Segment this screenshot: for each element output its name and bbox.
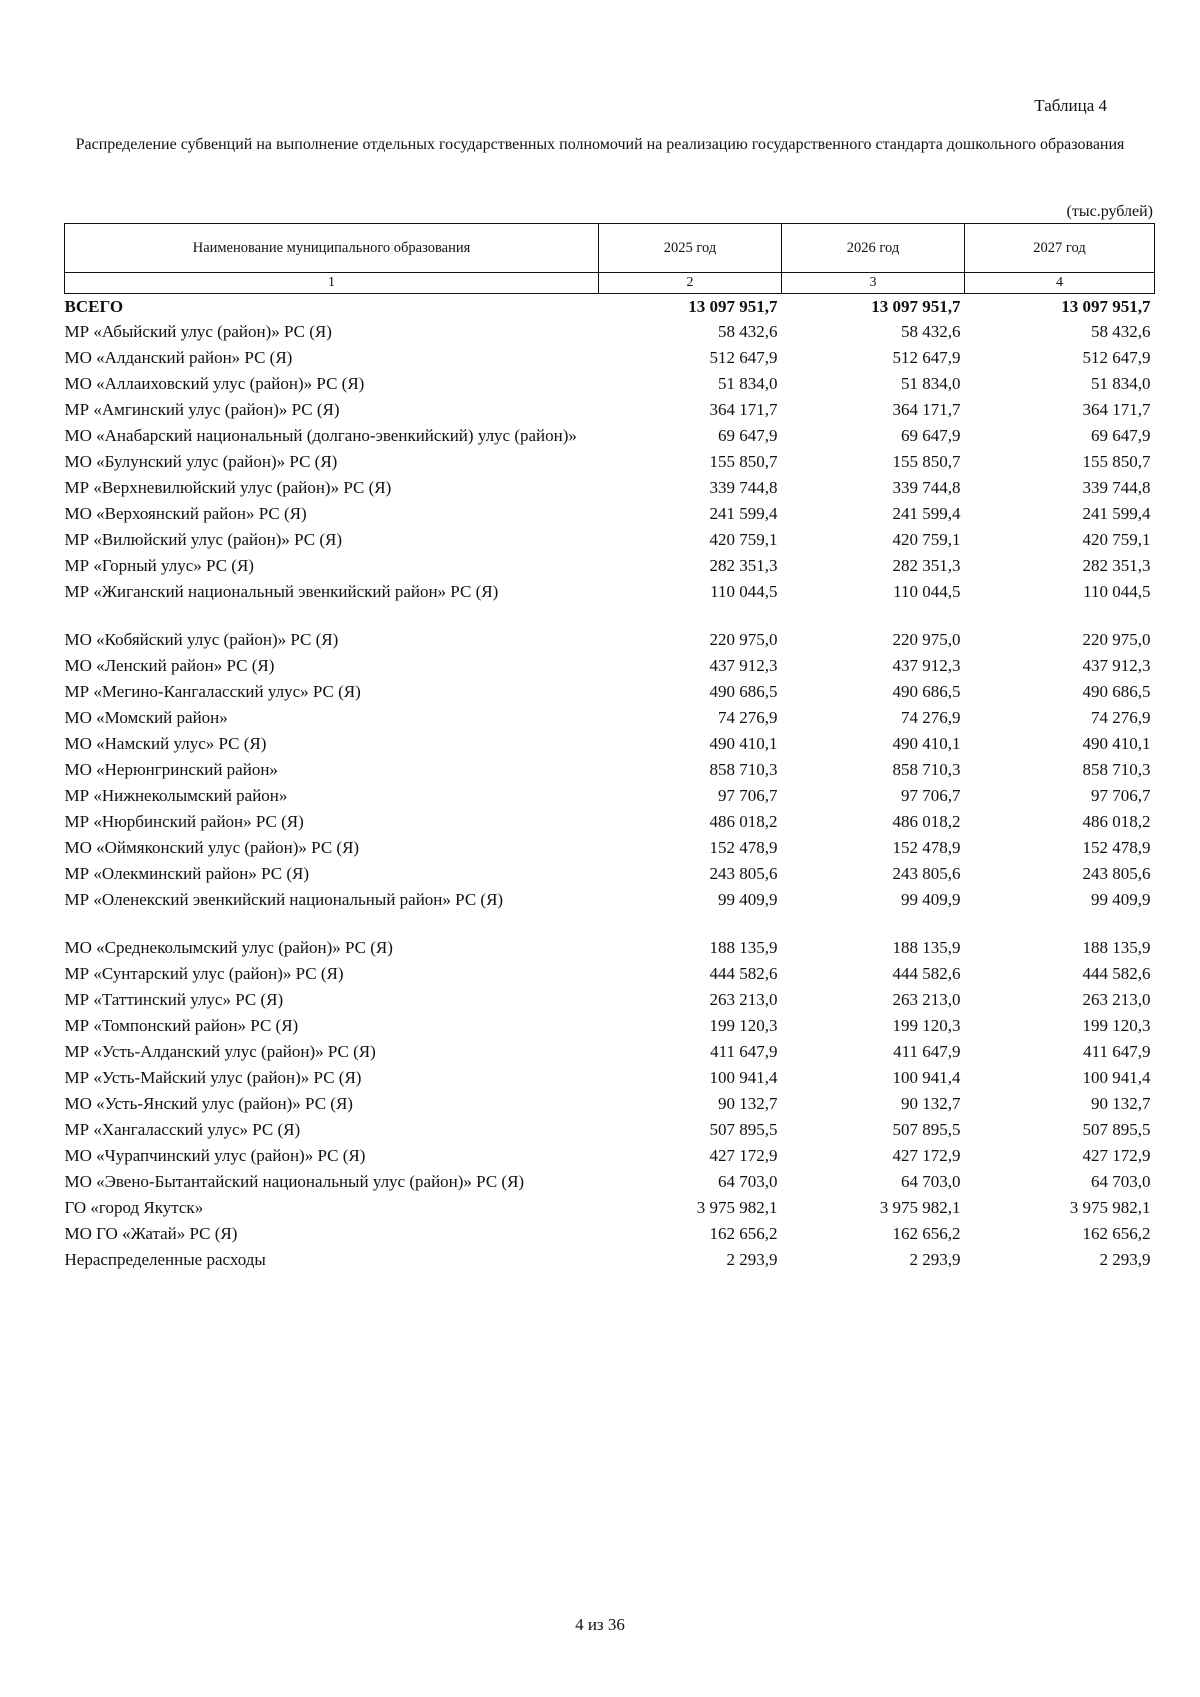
table-number: Таблица 4 bbox=[1034, 96, 1107, 115]
row-value-2026: 263 213,0 bbox=[892, 990, 961, 1009]
row-name: ГО «город Якутск» bbox=[64, 1198, 204, 1217]
row-value-2026: 486 018,2 bbox=[892, 812, 961, 831]
subvention-table bbox=[64, 223, 1155, 1273]
row-value-2026: 411 647,9 bbox=[893, 1042, 961, 1061]
row-value-2025: 263 213,0 bbox=[709, 990, 778, 1009]
row-value-2025: 99 409,9 bbox=[718, 890, 778, 909]
row-name: МО «Алданский район» РС (Я) bbox=[64, 348, 293, 367]
row-value-2027: 100 941,4 bbox=[1082, 1068, 1151, 1087]
row-value-2025: 486 018,2 bbox=[709, 812, 778, 831]
row-value-2025: 427 172,9 bbox=[709, 1146, 778, 1165]
row-value-2027: 427 172,9 bbox=[1082, 1146, 1151, 1165]
total-2026: 13 097 951,7 bbox=[871, 297, 961, 316]
header-row bbox=[65, 224, 1155, 273]
row-name: МО «Намский улус» РС (Я) bbox=[64, 734, 267, 753]
row-value-2026: 3 975 982,1 bbox=[879, 1198, 961, 1217]
row-value-2027: 188 135,9 bbox=[1082, 938, 1151, 957]
row-name: МР «Нижнеколымский район» bbox=[64, 786, 288, 805]
row-name: МР «Томпонский район» РС (Я) bbox=[64, 1016, 299, 1035]
row-value-2027: 490 686,5 bbox=[1082, 682, 1151, 701]
row-spacer bbox=[65, 605, 1155, 627]
row-value-2026: 490 686,5 bbox=[892, 682, 961, 701]
row-name: Нераспределенные расходы bbox=[64, 1250, 266, 1269]
row-value-2027: 444 582,6 bbox=[1082, 964, 1151, 983]
row-name: МР «Усть-Алданский улус (район)» РС (Я) bbox=[64, 1042, 376, 1061]
column-number: 1 bbox=[65, 273, 599, 294]
row-value-2026: 155 850,7 bbox=[892, 452, 961, 471]
row-value-2026: 243 805,6 bbox=[892, 864, 961, 883]
row-value-2026: 282 351,3 bbox=[892, 556, 961, 575]
table-row bbox=[65, 679, 1155, 705]
row-value-2027: 97 706,7 bbox=[1091, 786, 1151, 805]
row-value-2025: 58 432,6 bbox=[718, 322, 778, 341]
row-value-2025: 3 975 982,1 bbox=[696, 1198, 778, 1217]
row-value-2025: 444 582,6 bbox=[709, 964, 778, 983]
row-value-2026: 110 044,5 bbox=[893, 582, 961, 601]
table-row bbox=[65, 579, 1155, 605]
row-value-2025: 364 171,7 bbox=[709, 400, 778, 419]
row-value-2027: 152 478,9 bbox=[1082, 838, 1151, 857]
row-value-2027: 3 975 982,1 bbox=[1069, 1198, 1151, 1217]
row-value-2025: 420 759,1 bbox=[709, 530, 778, 549]
row-value-2027: 58 432,6 bbox=[1091, 322, 1151, 341]
row-value-2027: 64 703,0 bbox=[1091, 1172, 1151, 1191]
table-row bbox=[65, 627, 1155, 653]
row-name: МР «Оленекский эвенкийский национальный район» РС (Я) bbox=[64, 890, 504, 909]
column-number: 4 bbox=[965, 273, 1155, 294]
row-value-2027: 51 834,0 bbox=[1091, 374, 1151, 393]
row-value-2027: 199 120,3 bbox=[1082, 1016, 1151, 1035]
row-value-2026: 69 647,9 bbox=[901, 426, 961, 445]
row-value-2025: 199 120,3 bbox=[709, 1016, 778, 1035]
row-name: МО «Верхоянский район» РС (Я) bbox=[64, 504, 307, 523]
row-value-2026: 51 834,0 bbox=[901, 374, 961, 393]
table-row bbox=[65, 371, 1155, 397]
row-value-2027: 69 647,9 bbox=[1091, 426, 1151, 445]
row-value-2027: 241 599,4 bbox=[1082, 504, 1151, 523]
row-value-2027: 162 656,2 bbox=[1082, 1224, 1151, 1243]
table-row bbox=[65, 1013, 1155, 1039]
row-name: МО «Нерюнгринский район» bbox=[64, 760, 278, 779]
table-row bbox=[65, 757, 1155, 783]
row-name: МО «Оймяконский улус (район)» РС (Я) bbox=[64, 838, 360, 857]
row-name: МР «Нюрбинский район» РС (Я) bbox=[64, 812, 304, 831]
table-row bbox=[65, 705, 1155, 731]
row-value-2026: 100 941,4 bbox=[892, 1068, 961, 1087]
total-2027: 13 097 951,7 bbox=[1061, 297, 1151, 316]
row-name: МО «Анабарский национальный (долгано-эвенкийский) улус (район)» bbox=[64, 426, 577, 445]
row-value-2027: 512 647,9 bbox=[1082, 348, 1151, 367]
row-value-2025: 110 044,5 bbox=[710, 582, 778, 601]
row-value-2025: 512 647,9 bbox=[709, 348, 778, 367]
row-value-2026: 364 171,7 bbox=[892, 400, 961, 419]
row-value-2026: 420 759,1 bbox=[892, 530, 961, 549]
table-row bbox=[65, 1039, 1155, 1065]
row-value-2027: 90 132,7 bbox=[1091, 1094, 1151, 1113]
row-value-2025: 64 703,0 bbox=[718, 1172, 778, 1191]
row-value-2026: 490 410,1 bbox=[892, 734, 961, 753]
row-name: МО «Усть-Янский улус (район)» РС (Я) bbox=[64, 1094, 353, 1113]
row-value-2026: 74 276,9 bbox=[901, 708, 961, 727]
row-value-2027: 411 647,9 bbox=[1083, 1042, 1151, 1061]
row-value-2026: 437 912,3 bbox=[892, 656, 961, 675]
row-name: МР «Олекминский район» РС (Я) bbox=[64, 864, 309, 883]
row-name: МР «Усть-Майский улус (район)» РС (Я) bbox=[64, 1068, 362, 1087]
total-label: ВСЕГО bbox=[64, 297, 124, 316]
row-name: МР «Мегино-Кангаласский улус» РС (Я) bbox=[64, 682, 361, 701]
table-row bbox=[65, 731, 1155, 757]
row-value-2026: 188 135,9 bbox=[892, 938, 961, 957]
row-value-2026: 90 132,7 bbox=[901, 1094, 961, 1113]
table-row bbox=[65, 345, 1155, 371]
row-value-2025: 188 135,9 bbox=[709, 938, 778, 957]
table-row bbox=[65, 527, 1155, 553]
row-value-2027: 74 276,9 bbox=[1091, 708, 1151, 727]
row-name: МО «Булунский улус (район)» РС (Я) bbox=[64, 452, 338, 471]
table-row bbox=[65, 1195, 1155, 1221]
table-row bbox=[65, 397, 1155, 423]
table-row bbox=[65, 501, 1155, 527]
column-number: 3 bbox=[782, 273, 965, 294]
table-row bbox=[65, 1117, 1155, 1143]
table-body bbox=[65, 294, 1155, 1274]
row-value-2026: 58 432,6 bbox=[901, 322, 961, 341]
row-name: МО «Среднеколымский улус (район)» РС (Я) bbox=[64, 938, 393, 957]
row-value-2027: 243 805,6 bbox=[1082, 864, 1151, 883]
row-name: МО «Эвено-Бытантайский национальный улус (район)» РС (Я) bbox=[64, 1172, 525, 1191]
row-name: МР «Сунтарский улус (район)» РС (Я) bbox=[64, 964, 344, 983]
row-value-2025: 507 895,5 bbox=[709, 1120, 778, 1139]
table-row bbox=[65, 475, 1155, 501]
table-row bbox=[65, 553, 1155, 579]
header-2027: 2027 год bbox=[965, 224, 1155, 273]
table-row bbox=[65, 1143, 1155, 1169]
row-value-2026: 507 895,5 bbox=[892, 1120, 961, 1139]
table-row bbox=[65, 809, 1155, 835]
row-value-2026: 512 647,9 bbox=[892, 348, 961, 367]
table-row bbox=[65, 1169, 1155, 1195]
row-value-2026: 444 582,6 bbox=[892, 964, 961, 983]
row-value-2027: 220 975,0 bbox=[1082, 630, 1151, 649]
row-name: МО ГО «Жатай» РС (Я) bbox=[64, 1224, 238, 1243]
table-header bbox=[65, 224, 1155, 294]
table-row bbox=[65, 961, 1155, 987]
page-number: 4 из 36 bbox=[575, 1615, 625, 1634]
row-name: МО «Аллаиховский улус (район)» РС (Я) bbox=[64, 374, 365, 393]
total-row bbox=[65, 294, 1155, 320]
row-value-2025: 100 941,4 bbox=[709, 1068, 778, 1087]
row-value-2026: 152 478,9 bbox=[892, 838, 961, 857]
table-row bbox=[65, 653, 1155, 679]
table-row bbox=[65, 987, 1155, 1013]
row-value-2025: 97 706,7 bbox=[718, 786, 778, 805]
row-name: МР «Хангаласский улус» РС (Я) bbox=[64, 1120, 301, 1139]
table-row bbox=[65, 319, 1155, 345]
row-value-2027: 263 213,0 bbox=[1082, 990, 1151, 1009]
row-name: МР «Вилюйский улус (район)» РС (Я) bbox=[64, 530, 343, 549]
row-value-2026: 64 703,0 bbox=[901, 1172, 961, 1191]
row-value-2025: 220 975,0 bbox=[709, 630, 778, 649]
row-value-2026: 427 172,9 bbox=[892, 1146, 961, 1165]
row-value-2026: 99 409,9 bbox=[901, 890, 961, 909]
row-value-2026: 162 656,2 bbox=[892, 1224, 961, 1243]
row-value-2027: 282 351,3 bbox=[1082, 556, 1151, 575]
row-value-2026: 199 120,3 bbox=[892, 1016, 961, 1035]
row-value-2026: 241 599,4 bbox=[892, 504, 961, 523]
row-value-2025: 490 410,1 bbox=[709, 734, 778, 753]
row-spacer bbox=[65, 913, 1155, 935]
row-name: МР «Абыйский улус (район)» РС (Я) bbox=[64, 322, 332, 341]
table-row bbox=[65, 861, 1155, 887]
row-value-2025: 243 805,6 bbox=[709, 864, 778, 883]
row-value-2025: 411 647,9 bbox=[710, 1042, 778, 1061]
row-name: МО «Ленский район» РС (Я) bbox=[64, 656, 275, 675]
row-name: МР «Жиганский национальный эвенкийский район» РС (Я) bbox=[64, 582, 499, 601]
header-2026: 2026 год bbox=[782, 224, 965, 273]
row-value-2027: 155 850,7 bbox=[1082, 452, 1151, 471]
table-row bbox=[65, 935, 1155, 961]
row-value-2027: 507 895,5 bbox=[1082, 1120, 1151, 1139]
row-value-2025: 74 276,9 bbox=[718, 708, 778, 727]
row-name: МР «Верхневилюйский улус (район)» РС (Я) bbox=[64, 478, 392, 497]
row-value-2027: 364 171,7 bbox=[1082, 400, 1151, 419]
row-value-2027: 486 018,2 bbox=[1082, 812, 1151, 831]
row-value-2025: 2 293,9 bbox=[726, 1250, 778, 1269]
table-row bbox=[65, 1221, 1155, 1247]
total-2025: 13 097 951,7 bbox=[688, 297, 778, 316]
row-value-2026: 2 293,9 bbox=[909, 1250, 961, 1269]
row-value-2026: 220 975,0 bbox=[892, 630, 961, 649]
table-row bbox=[65, 783, 1155, 809]
row-value-2026: 858 710,3 bbox=[892, 760, 961, 779]
row-value-2025: 241 599,4 bbox=[709, 504, 778, 523]
table-row bbox=[65, 1247, 1155, 1273]
spacer-cell bbox=[65, 605, 1155, 627]
row-value-2027: 858 710,3 bbox=[1082, 760, 1151, 779]
column-number: 2 bbox=[599, 273, 782, 294]
row-value-2027: 110 044,5 bbox=[1083, 582, 1151, 601]
row-value-2025: 339 744,8 bbox=[709, 478, 778, 497]
row-name: МО «Кобяйский улус (район)» РС (Я) bbox=[64, 630, 339, 649]
row-name: МО «Чурапчинский улус (район)» РС (Я) bbox=[64, 1146, 366, 1165]
row-value-2025: 90 132,7 bbox=[718, 1094, 778, 1113]
header-2025: 2025 год bbox=[599, 224, 782, 273]
row-value-2025: 152 478,9 bbox=[709, 838, 778, 857]
document-title: Распределение субвенций на выполнение отдельных государственных полномочий на реализацию государственного стандарта дошкольного образования bbox=[75, 136, 1125, 153]
table-row bbox=[65, 1091, 1155, 1117]
row-value-2025: 437 912,3 bbox=[709, 656, 778, 675]
row-value-2025: 282 351,3 bbox=[709, 556, 778, 575]
row-value-2027: 2 293,9 bbox=[1099, 1250, 1151, 1269]
row-value-2025: 858 710,3 bbox=[709, 760, 778, 779]
row-value-2027: 490 410,1 bbox=[1082, 734, 1151, 753]
spacer-cell bbox=[65, 913, 1155, 935]
row-value-2026: 97 706,7 bbox=[901, 786, 961, 805]
table-row bbox=[65, 1065, 1155, 1091]
table-row bbox=[65, 887, 1155, 913]
row-name: МР «Горный улус» РС (Я) bbox=[64, 556, 254, 575]
row-value-2027: 339 744,8 bbox=[1082, 478, 1151, 497]
row-value-2025: 162 656,2 bbox=[709, 1224, 778, 1243]
row-value-2025: 155 850,7 bbox=[709, 452, 778, 471]
row-name: МР «Амгинский улус (район)» РС (Я) bbox=[64, 400, 340, 419]
row-value-2027: 420 759,1 bbox=[1082, 530, 1151, 549]
row-name: МР «Таттинский улус» РС (Я) bbox=[64, 990, 284, 1009]
table-row bbox=[65, 835, 1155, 861]
row-value-2027: 99 409,9 bbox=[1091, 890, 1151, 909]
row-value-2025: 51 834,0 bbox=[718, 374, 778, 393]
row-value-2027: 437 912,3 bbox=[1082, 656, 1151, 675]
units-label: (тыс.рублей) bbox=[1066, 203, 1153, 220]
row-value-2025: 490 686,5 bbox=[709, 682, 778, 701]
table-row bbox=[65, 423, 1155, 449]
column-number-row bbox=[65, 273, 1155, 294]
row-name: МО «Момский район» bbox=[64, 708, 228, 727]
row-value-2025: 69 647,9 bbox=[718, 426, 778, 445]
table-row bbox=[65, 449, 1155, 475]
row-value-2026: 339 744,8 bbox=[892, 478, 961, 497]
header-name: Наименование муниципального образования bbox=[65, 224, 599, 273]
